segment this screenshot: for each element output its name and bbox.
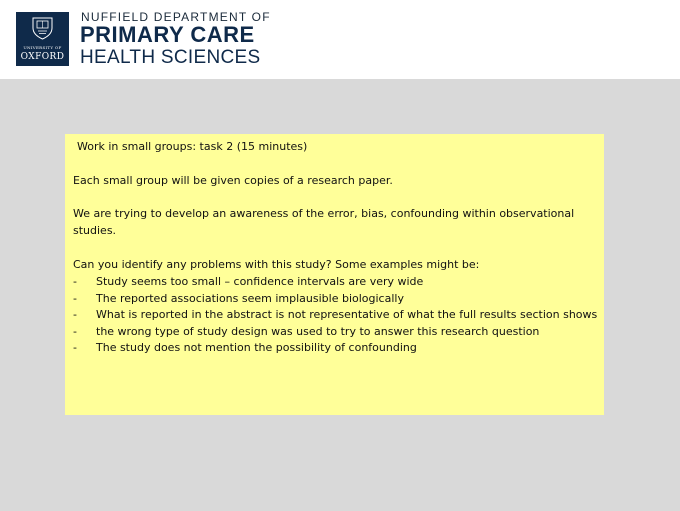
list-item-text: The reported associations seem implausible biologically [96,291,404,305]
bullet-marker: - [73,324,77,338]
bullet-marker: - [73,341,77,354]
department-line-2: PRIMARY CARE [80,22,255,47]
list-item [73,307,598,324]
problem-list [73,274,598,357]
list-item-text: the wrong type of study design was used to try to answer this research question [96,324,540,338]
department-line-3: HEALTH SCIENCES [80,47,261,68]
list-item [73,324,598,341]
logo-small-text: UNIVERSITY OF [23,45,62,50]
bullet-marker: - [73,275,77,288]
task-paragraph-3: Can you identify any problems with this study? Some examples might be: [73,258,480,271]
list-item-text: What is reported in the abstract is not representative of what the full results section shows [96,308,598,321]
task-paragraph-1: Each small group will be given copies of a research paper. [73,174,393,187]
list-item [73,274,598,291]
crest-icon [31,16,54,40]
logo-main-text: OXFORD [20,52,65,62]
header-bar [0,0,680,79]
list-item-text: The study does not mention the possibility of confounding [96,341,417,354]
task-title: Work in small groups: task 2 (15 minutes) [77,140,308,153]
task-paragraph-2: We are trying to develop an awareness of the error, bias, confounding within observational studies. [73,207,575,237]
department-line-1: NUFFIELD DEPARTMENT OF [81,10,271,24]
task-box [65,134,604,415]
list-item-text: Study seems too small – confidence intervals are very wide [96,275,424,288]
oxford-logo [16,12,69,66]
list-item [73,340,598,357]
bullet-marker: - [73,291,77,305]
bullet-marker: - [73,308,77,321]
list-item [73,291,598,308]
